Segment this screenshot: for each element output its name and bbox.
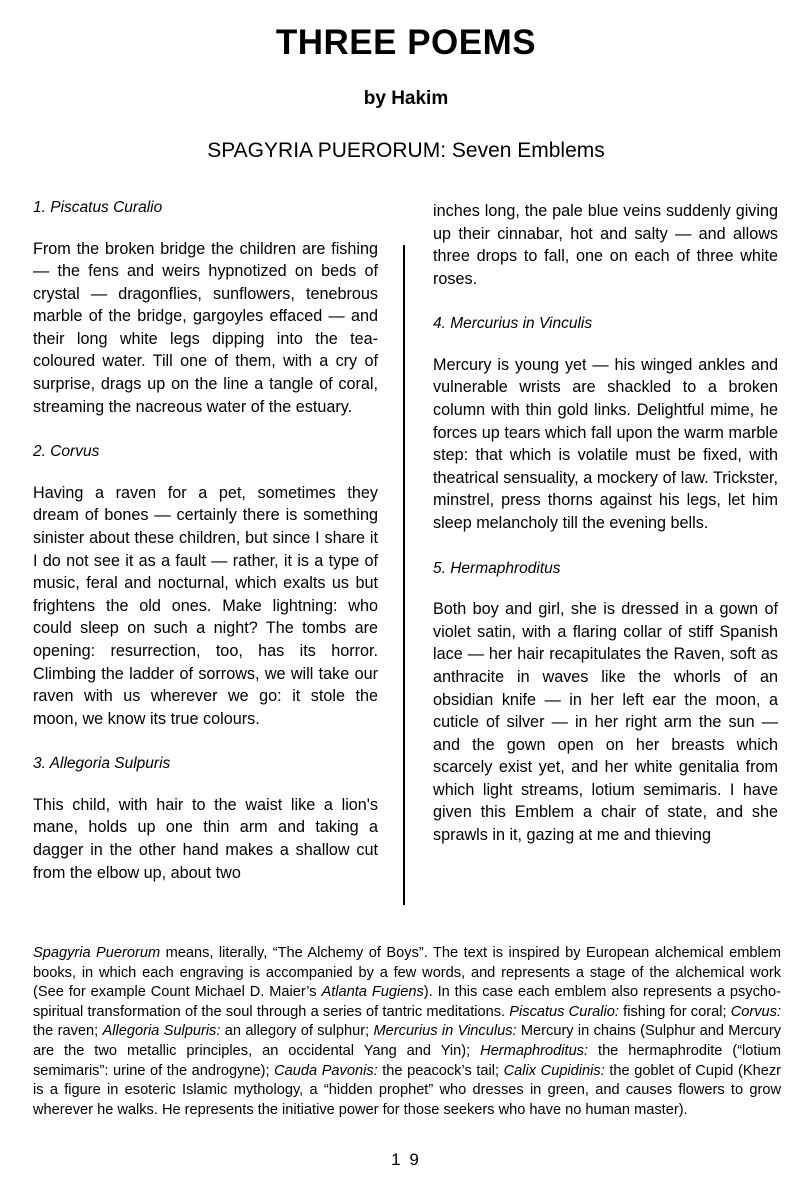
poem-heading-5: 5. Hermaphroditus	[433, 559, 561, 577]
poem-heading-4: 4. Mercurius in Vinculis	[433, 315, 593, 333]
footnote-text: ). In this case each emblem also represents a psycho-spiritual transformation of the soul through a series of tantric meditations.	[33, 984, 781, 1020]
footnote-text: means, literally, “The Alchemy of Boys”. The text is inspired by European alchemical emblem books, in which each engraving is accompanied by a few words, and represents a stage of the alchemical work (See for example Count Michael D. Maier’s	[33, 945, 781, 1001]
footnote-text: the raven;	[33, 1023, 103, 1040]
poem-heading-3: 3. Allegoria Sulpuris	[33, 755, 171, 773]
footnote-term: Piscatus Curalio:	[509, 1003, 619, 1020]
footnote-text: the peacock’s tail;	[377, 1062, 504, 1079]
footnote-term: Hermaphroditus:	[480, 1042, 589, 1059]
footnote-text: the hermaphrodite (“lotium semimaris”: urine of the androgyne);	[33, 1042, 781, 1079]
poem-heading-2: 2. Corvus	[33, 443, 100, 461]
footnote-note	[33, 944, 781, 1120]
two-column-body	[33, 200, 778, 915]
left-column	[33, 200, 378, 915]
page-number: 1 9	[391, 1150, 421, 1169]
poem-body-4: Mercury is young yet — his winged ankles and vulnerable wrists are shackled to a broken column with thin gold links. Delightful mime, he forces up tears which fall upon the warm marble step: that which is volatile must be fixed, with theatrical sensuality, a mockery of law. Trickster, minstrel, press thorns against his legs, let him sleep melancholy till the evening bells.	[433, 355, 778, 533]
poem-heading-1: 1. Piscatus Curalio	[33, 199, 163, 216]
section-subtitle: SPAGYRIA PUERORUM: Seven Emblems	[207, 139, 605, 162]
poem-body-3-part-1: This child, with hair to the waist like a lion's mane, holds up one thin arm and taking a dagger in the other hand makes a shallow cut from the elbow up, about two	[33, 795, 378, 882]
right-column	[433, 200, 778, 915]
author-byline: by Hakim	[363, 88, 449, 109]
poem-body-3-part-2: inches long, the pale blue veins suddenly giving up their cinnabar, hot and salty — and allows three drops to fall, one on each of three white roses.	[433, 202, 778, 288]
poem-body-1: From the broken bridge the children are fishing — the fens and weirs hypnotized on beds of crystal — dragonflies, sunflowers, tenebrous marble of the bridge, gargoyles effaced — and their long white legs dipping into the tea-coloured water. Till one of them, with a cry of surprise, drags up on the line a tangle of coral, streaming the nacreous water of the estuary.	[33, 239, 378, 416]
footnote-text: the goblet of Cupid (Khezr is a figure in esoteric Islamic mythology, a “hidden prophet” who dresses in green, and causes flowers to grow wherever he walks. He represents the initiative power for those seekers who have no human master).	[33, 1062, 781, 1118]
footnote-term: Cauda Pavonis:	[274, 1062, 378, 1079]
footnote-term: Atlanta Fugiens	[321, 984, 424, 1001]
footnote-term: Mercurius in Vinculus:	[373, 1023, 517, 1040]
footnote-text: an allegory of sulphur;	[220, 1023, 374, 1040]
poem-body-5: Both boy and girl, she is dressed in a gown of violet satin, with a flaring collar of stiff Spanish lace — her hair recapitulates the Raven, soft as anthracite in waves like the whorls of an obsidian knife — in her left ear the moon, a cuticle of silver — in her right arm the sun — and the gown open on her breasts which scarcely exist yet, and her white genitalia from which light streams, lotium semimaris. I have given this Emblem a chair of state, and she sprawls in it, gazing at me and thieving	[433, 600, 778, 845]
footnote-term: Spagyria Puerorum	[33, 945, 161, 961]
page-title: THREE POEMS	[275, 23, 537, 62]
footnote-term: Calix Cupidinis:	[503, 1062, 605, 1079]
footnote-text: fishing for coral;	[618, 1003, 731, 1020]
masthead	[0, 0, 812, 161]
column-divider-rule	[403, 245, 405, 905]
poem-body-2: Having a raven for a pet, sometimes they dream of bones — certainly there is something sinister about these children, but since I share it I do not see it as a fault — rather, it is a type of music, feral and nocturnal, which exalts us but frightens the old ones. Make lightning: who could sleep on such a night? The tombs are opening: resurrection, too, has its horror. Climbing the ladder of sorrows, we will take our raven with us wherever we go: it stole the moon, we know its true colours.	[33, 483, 378, 728]
footnote-term: Corvus:	[730, 1003, 781, 1020]
footnote-term: Allegoria Sulpuris:	[102, 1023, 221, 1040]
footnote-text: Mercury in chains (Sulphur and Mercury are the two metallic principles, an occidental Yang and Yin);	[33, 1023, 782, 1059]
